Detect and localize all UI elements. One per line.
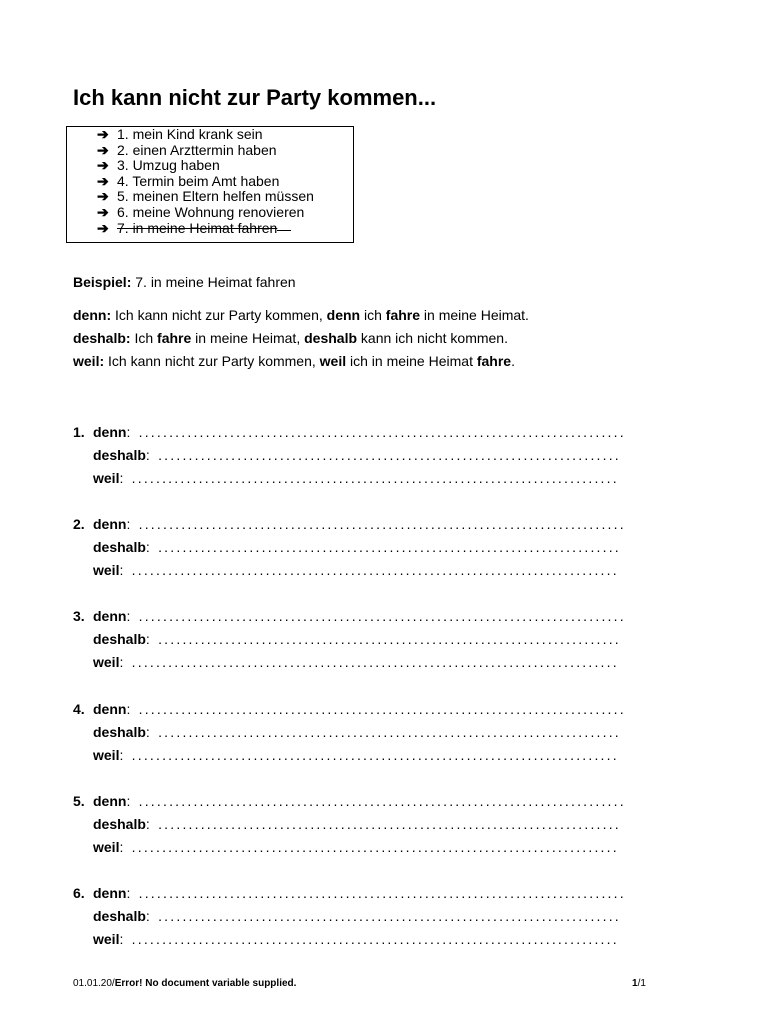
answer-line-weil[interactable] — [93, 562, 698, 578]
answer-line-weil[interactable] — [93, 931, 698, 947]
exercise-number: 4. — [73, 700, 85, 717]
answer-line-weil[interactable] — [93, 747, 698, 763]
page-total: /1 — [637, 978, 646, 989]
example-text: Ich kann nicht zur Party kommen, — [111, 307, 327, 323]
answer-label: weil — [93, 654, 120, 671]
footer-page-number — [632, 978, 646, 989]
answer-dots: : ............................................................................ — [145, 908, 621, 924]
example-bold: weil — [319, 353, 347, 369]
example-label: Beispiel: — [73, 274, 132, 290]
exercise-number: 1. — [73, 424, 85, 440]
example-denn-label: denn: — [73, 307, 112, 323]
example-denn — [73, 307, 529, 323]
reasons-list — [97, 127, 314, 236]
answer-dots: : ................................................................................ — [119, 931, 619, 947]
example-bold: denn — [326, 307, 361, 323]
reason-item — [97, 205, 314, 221]
example-weil — [73, 353, 515, 369]
example-bold: fahre — [476, 353, 512, 369]
arrow-right-icon: ➔ — [97, 219, 109, 236]
footer-date — [73, 978, 296, 989]
answer-dots: : ................................................................................ — [119, 470, 619, 486]
reason-text: 5. meinen Eltern helfen müssen — [117, 188, 314, 205]
example-text: ich in meine Heimat — [346, 353, 477, 369]
answer-label: deshalb — [93, 908, 146, 924]
reason-text: 6. meine Wohnung renovieren — [117, 203, 305, 220]
answer-line-deshalb[interactable] — [93, 539, 698, 555]
exercise-number: 5. — [73, 792, 85, 809]
answer-line-denn[interactable] — [93, 701, 698, 717]
answer-dots: : ............................................................................ — [145, 631, 621, 648]
exercise-number: 2. — [73, 516, 85, 533]
example-text: 7. in meine Heimat fahren — [131, 274, 296, 290]
answer-label: deshalb — [93, 447, 146, 463]
arrow-right-icon: ➔ — [97, 141, 109, 158]
answer-label: denn — [93, 885, 127, 901]
example-deshalb-label: deshalb: — [73, 330, 131, 346]
arrow-right-icon: ➔ — [97, 172, 109, 189]
answer-dots: : ............................................................................ — [145, 815, 621, 832]
page-current: 1 — [632, 978, 638, 989]
answer-label: denn — [93, 700, 127, 717]
answer-label: deshalb — [93, 539, 146, 556]
answer-dots: : ................................................................................ — [119, 654, 619, 671]
reasons-box — [66, 126, 354, 243]
answer-dots: : ............................................................................ — [145, 539, 621, 556]
answer-label: deshalb — [93, 723, 146, 740]
reason-text: 4. Termin beim Amt haben — [117, 172, 280, 189]
arrow-right-icon: ➔ — [97, 157, 109, 174]
answer-label: weil — [93, 931, 120, 947]
reason-text: 7. in meine Heimat fahren — [117, 219, 278, 236]
answer-label: denn — [93, 792, 127, 809]
answer-line-weil[interactable] — [93, 839, 698, 855]
answer-line-deshalb[interactable] — [93, 447, 698, 463]
page-title: Ich kann nicht zur Party kommen... — [73, 85, 437, 110]
answer-label: denn — [93, 516, 127, 533]
answer-dots: : ................................................................................ — [119, 562, 619, 579]
reason-item-struck — [97, 221, 314, 237]
answer-dots: : ................................................................................ — [126, 792, 626, 809]
answer-label: denn — [93, 608, 127, 625]
arrow-right-icon: ➔ — [97, 203, 109, 220]
example-text: in meine Heimat, — [191, 330, 305, 346]
answer-line-denn[interactable] — [93, 516, 698, 532]
answer-line-weil[interactable] — [93, 654, 698, 670]
answer-line-denn[interactable] — [93, 793, 698, 809]
reason-item — [97, 189, 314, 205]
answer-line-denn[interactable] — [93, 424, 698, 440]
example-text: . — [511, 353, 515, 369]
answer-label: weil — [93, 838, 120, 855]
answer-line-deshalb[interactable] — [93, 908, 698, 924]
answer-dots: : ............................................................................ — [145, 447, 621, 463]
exercise-number: 6. — [73, 885, 85, 901]
exercise-number: 3. — [73, 608, 85, 625]
answer-dots: : ................................................................................ — [119, 838, 619, 855]
answer-line-deshalb[interactable] — [93, 816, 698, 832]
answer-label: deshalb — [93, 815, 146, 832]
reason-item — [97, 143, 314, 159]
example-weil-label: weil: — [73, 353, 105, 369]
example-deshalb — [73, 330, 508, 346]
reason-text: 3. Umzug haben — [117, 157, 220, 174]
answer-line-deshalb[interactable] — [93, 724, 698, 740]
example-text: in meine Heimat. — [420, 307, 529, 323]
answer-dots: : ................................................................................ — [126, 885, 626, 901]
answer-line-deshalb[interactable] — [93, 631, 698, 647]
reason-item — [97, 158, 314, 174]
answer-label: deshalb — [93, 631, 146, 648]
answer-label: weil — [93, 562, 120, 579]
answer-line-denn[interactable] — [93, 885, 698, 901]
footer-date-text: 01.01.20/ — [73, 978, 115, 989]
answer-dots: : ................................................................................ — [126, 424, 626, 440]
answer-dots: : ............................................................................ — [145, 723, 621, 740]
example-bold: fahre — [157, 330, 192, 346]
answer-dots: : ................................................................................ — [126, 700, 626, 717]
answer-label: weil — [93, 470, 120, 486]
arrow-right-icon: ➔ — [97, 126, 109, 142]
example-text: kann ich nicht kommen. — [357, 330, 508, 346]
footer-error: Error! No document variable supplied. — [114, 978, 297, 989]
example-text: Ich — [130, 330, 158, 346]
reason-text: 1. mein Kind krank sein — [117, 126, 263, 142]
reason-item — [97, 174, 314, 190]
strike-line — [277, 229, 291, 231]
example-heading — [73, 274, 296, 290]
answer-label: weil — [93, 746, 120, 763]
arrow-right-icon: ➔ — [97, 188, 109, 205]
answer-label: denn — [93, 424, 127, 440]
answer-line-denn[interactable] — [93, 608, 698, 624]
reason-item — [97, 127, 314, 143]
example-bold: fahre — [385, 307, 421, 323]
reason-text: 2. einen Arzttermin haben — [117, 141, 277, 158]
answer-dots: : ................................................................................ — [126, 516, 626, 533]
example-text: ich — [360, 307, 386, 323]
example-text: Ich kann nicht zur Party kommen, — [104, 353, 320, 369]
answer-dots: : ................................................................................ — [119, 746, 619, 763]
answer-dots: : ................................................................................ — [126, 608, 626, 625]
example-bold: deshalb — [304, 330, 358, 346]
answer-line-weil[interactable] — [93, 470, 698, 486]
